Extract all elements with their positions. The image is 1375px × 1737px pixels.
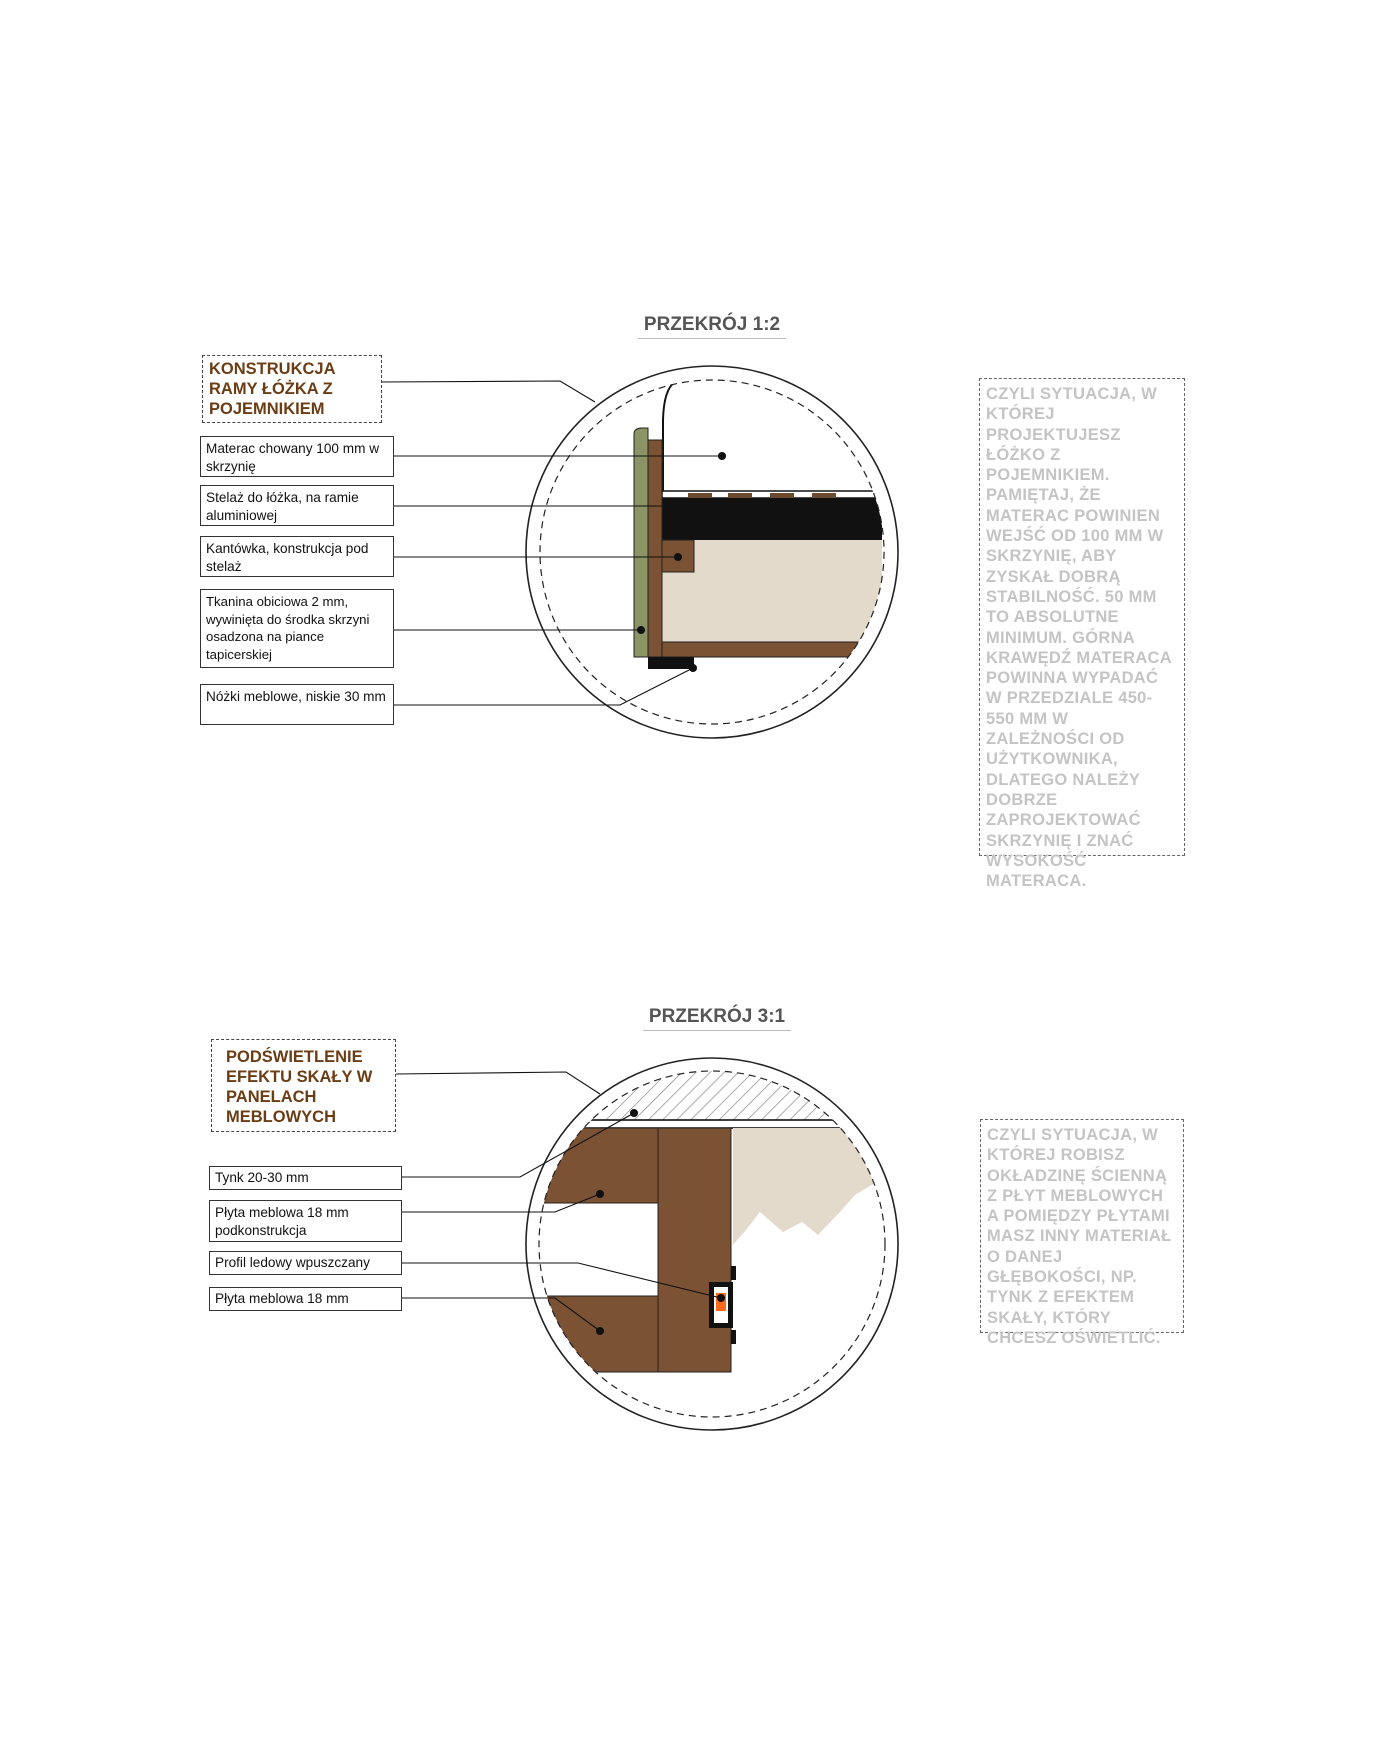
led-panel-detail [520,1058,920,1430]
section2-note: CZYLI SYTUACJA, W KTÓREJ ROBISZ OKŁADZINĘ ŚCIENNĄ Z PŁYT MEBLOWYCH A POMIĘDZY PŁYTAMI MASZ INNY MATERIAŁ O DANEJ GŁĘBOKOŚCI, NP. TYNK Z EFEKTEM SKAŁY, KTÓRY CHCESZ OŚWIETLIĆ. [980,1119,1184,1333]
section2-title: PRZEKRÓJ 3:1 [643,1006,791,1031]
bottom-panel [520,1296,660,1372]
section1-title: PRZEKRÓJ 1:2 [638,314,786,339]
section2-heading: PODŚWIETLENIE EFEKTU SKAŁY W PANELACH MEBLOWYCH [211,1039,396,1132]
section1-heading: KONSTRUKCJA RAMY ŁÓŻKA Z POJEMNIKIEM [202,355,382,423]
bottom-board [648,642,882,657]
mattress-outline [663,380,680,493]
upholstery-fabric [634,428,648,657]
label-plaster: Tynk 20-30 mm [209,1166,402,1190]
plaster-hatch [520,1060,920,1120]
label-panel: Płyta meblowa 18 mm [209,1287,402,1311]
label-fabric: Tkanina obiciowa 2 mm, wywinięta do środka skrzyni osadzona na piance tapicerskiej [200,589,394,668]
slat-layer [662,498,882,540]
label-slat-frame: Stelaż do łóżka, na ramie aluminiowej [200,485,394,526]
label-mattress: Materac chowany 100 mm w skrzynię [200,436,394,477]
label-batten: Kantówka, konstrukcja pod stelaż [200,536,394,577]
substructure-panel [658,1128,731,1372]
furniture-foot [648,657,694,669]
side-board [648,440,662,657]
label-led-profile: Profil ledowy wpuszczany [209,1251,402,1275]
label-substructure: Płyta meblowa 18 mm podkonstrukcja [209,1200,402,1242]
rock-effect [733,1128,880,1245]
box-interior [662,540,882,642]
section1-note: CZYLI SYTUACJA, W KTÓREJ PROJEKTUJESZ ŁÓŻKO Z POJEMNIKIEM. PAMIĘTAJ, ŻE MATERAC POWINIEN WEJŚĆ OD 100 MM W SKRZYNIĘ, ABY ZYSKAŁ DOBRĄ STABILNOŚĆ. 50 MM TO ABSOLUTNE MINIMUM. GÓRNA KRAWĘDŹ MATERACA POWINNA WYPADAĆ W PRZEDZIALE 450-550 MM W ZALEŻNOŚCI OD UŻYTKOWNIKA, DLATEGO NALEŻY DOBRZE ZAPROJEKTOWAĆ SKRZYNIĘ I ZNAĆ WYSOKOŚĆ MATERACA. [979,378,1185,856]
bed-frame-detail [526,366,898,738]
label-feet: Nóżki meblowe, niskie 30 mm [200,684,394,725]
plaster-line [520,1120,920,1128]
